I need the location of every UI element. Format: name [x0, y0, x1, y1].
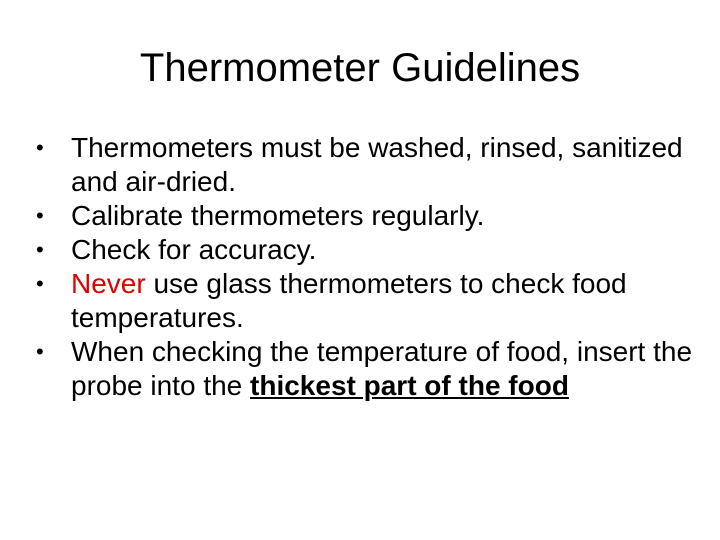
- bullet-icon: •: [36, 339, 44, 364]
- bullet-list: [36, 131, 696, 403]
- bullet-text: Check for accuracy.: [71, 234, 317, 265]
- bullet-icon: •: [36, 203, 44, 228]
- never-highlight: Never: [71, 268, 146, 299]
- bullet-item-5: [36, 335, 696, 403]
- bullet-icon: •: [36, 271, 44, 296]
- slide-title: Thermometer Guidelines: [139, 46, 581, 90]
- bullet-icon: •: [36, 135, 44, 160]
- thickest-part-emphasis: thickest part of the food: [250, 370, 569, 401]
- bullet-text: Thermometers must be washed, rinsed, sanitized and air-dried.: [71, 132, 683, 197]
- bullet-item-4: [36, 267, 696, 335]
- bullet-text: When checking the temperature of food, insert the probe into the: [71, 336, 693, 401]
- bullet-item-1: [36, 131, 696, 199]
- bullet-item-2: [36, 199, 696, 233]
- bullet-icon: •: [36, 237, 44, 262]
- bullet-text: Calibrate thermometers regularly.: [71, 200, 485, 231]
- bullet-text: use glass thermometers to check food temperatures.: [71, 268, 627, 333]
- bullet-item-3: [36, 233, 696, 267]
